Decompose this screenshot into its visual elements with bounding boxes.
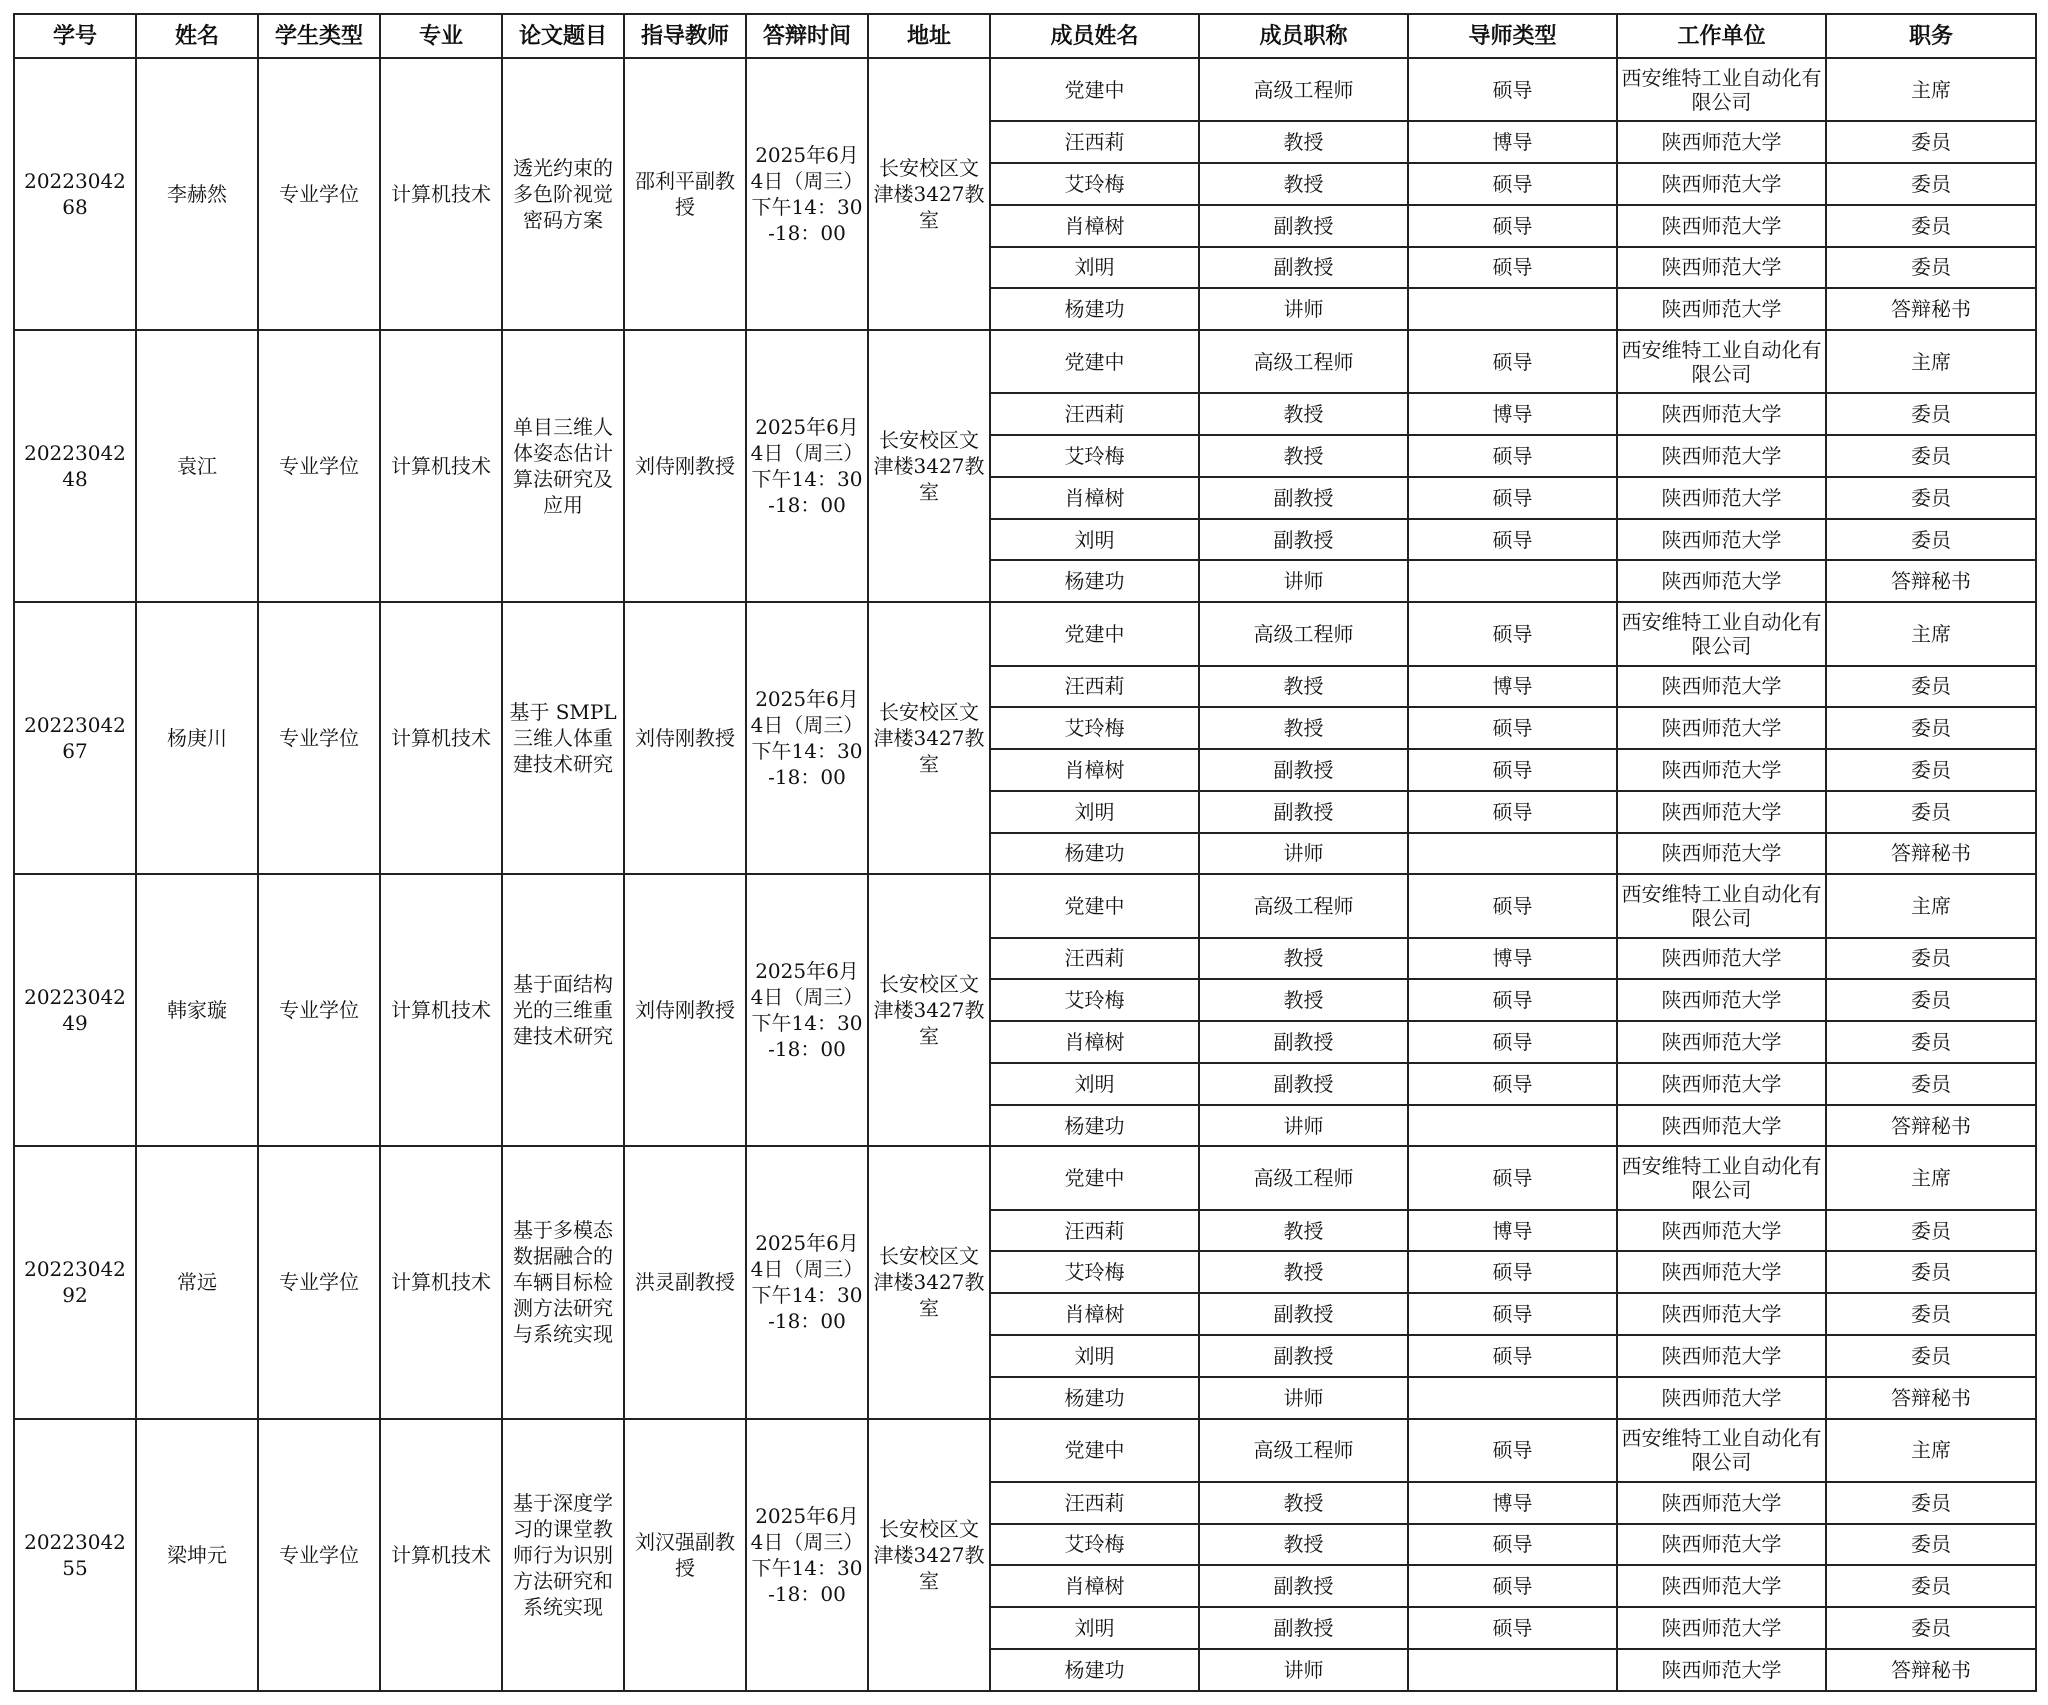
member-name: 杨建功 — [990, 1649, 1199, 1691]
member-role: 答辩秘书 — [1826, 560, 2036, 602]
student-id: 2022304255 — [14, 1419, 136, 1691]
member-title: 副教授 — [1199, 1293, 1408, 1335]
member-name: 艾玲梅 — [990, 163, 1199, 205]
work-unit: 西安维特工业自动化有限公司 — [1617, 874, 1826, 937]
member-title: 教授 — [1199, 979, 1408, 1021]
work-unit: 陕西师范大学 — [1617, 1063, 1826, 1105]
member-title: 教授 — [1199, 121, 1408, 163]
member-role: 委员 — [1826, 938, 2036, 980]
member-role: 委员 — [1826, 519, 2036, 561]
member-role: 主席 — [1826, 602, 2036, 665]
member-name: 汪西莉 — [990, 121, 1199, 163]
student-id: 2022304268 — [14, 58, 136, 330]
defense-time: 2025年6月4日（周三）下午14：30-18：00 — [746, 602, 868, 874]
member-title: 教授 — [1199, 707, 1408, 749]
major: 计算机技术 — [380, 330, 502, 602]
work-unit: 陕西师范大学 — [1617, 979, 1826, 1021]
member-role: 委员 — [1826, 1524, 2036, 1566]
work-unit: 西安维特工业自动化有限公司 — [1617, 602, 1826, 665]
work-unit: 陕西师范大学 — [1617, 833, 1826, 875]
student-type: 专业学位 — [258, 1419, 380, 1691]
work-unit: 陕西师范大学 — [1617, 707, 1826, 749]
member-role: 委员 — [1826, 1293, 2036, 1335]
member-name: 刘明 — [990, 791, 1199, 833]
member-role: 委员 — [1826, 1021, 2036, 1063]
work-unit: 陕西师范大学 — [1617, 1105, 1826, 1147]
work-unit: 陕西师范大学 — [1617, 938, 1826, 980]
member-title: 讲师 — [1199, 288, 1408, 330]
tutor-type: 硕导 — [1408, 1419, 1617, 1482]
member-name: 肖樟树 — [990, 749, 1199, 791]
member-name: 刘明 — [990, 1063, 1199, 1105]
advisor: 刘侍刚教授 — [624, 602, 746, 874]
thesis-title: 基于深度学习的课堂教师行为识别方法研究和系统实现 — [502, 1419, 624, 1691]
student-id: 2022304292 — [14, 1146, 136, 1418]
tutor-type: 硕导 — [1408, 1565, 1617, 1607]
member-name: 党建中 — [990, 330, 1199, 393]
header-tutor-type: 导师类型 — [1408, 14, 1617, 58]
member-role: 委员 — [1826, 1607, 2036, 1649]
tutor-type — [1408, 1649, 1617, 1691]
tutor-type: 硕导 — [1408, 163, 1617, 205]
member-role: 委员 — [1826, 121, 2036, 163]
member-name: 艾玲梅 — [990, 435, 1199, 477]
member-name: 汪西莉 — [990, 938, 1199, 980]
member-role: 答辩秘书 — [1826, 1377, 2036, 1419]
member-name: 汪西莉 — [990, 1482, 1199, 1524]
student-type: 专业学位 — [258, 1146, 380, 1418]
tutor-type: 硕导 — [1408, 247, 1617, 289]
thesis-title: 基于 SMPL 三维人体重建技术研究 — [502, 602, 624, 874]
member-name: 艾玲梅 — [990, 979, 1199, 1021]
member-name: 艾玲梅 — [990, 1251, 1199, 1293]
member-title: 讲师 — [1199, 833, 1408, 875]
tutor-type: 硕导 — [1408, 1021, 1617, 1063]
tutor-type: 博导 — [1408, 1210, 1617, 1252]
member-role: 委员 — [1826, 477, 2036, 519]
work-unit: 陕西师范大学 — [1617, 666, 1826, 708]
member-name: 汪西莉 — [990, 666, 1199, 708]
member-title: 讲师 — [1199, 1377, 1408, 1419]
student-id: 2022304249 — [14, 874, 136, 1146]
work-unit: 西安维特工业自动化有限公司 — [1617, 1146, 1826, 1209]
member-title: 教授 — [1199, 393, 1408, 435]
defense-time: 2025年6月4日（周三）下午14：30-18：00 — [746, 1419, 868, 1691]
member-role: 委员 — [1826, 1335, 2036, 1377]
advisor: 刘汉强副教授 — [624, 1419, 746, 1691]
tutor-type: 硕导 — [1408, 330, 1617, 393]
thesis-title: 单目三维人体姿态估计算法研究及应用 — [502, 330, 624, 602]
table-row — [14, 874, 2036, 937]
work-unit: 陕西师范大学 — [1617, 163, 1826, 205]
tutor-type: 硕导 — [1408, 519, 1617, 561]
student-type: 专业学位 — [258, 330, 380, 602]
work-unit: 陕西师范大学 — [1617, 247, 1826, 289]
tutor-type — [1408, 833, 1617, 875]
tutor-type: 博导 — [1408, 666, 1617, 708]
header-role: 职务 — [1826, 14, 2036, 58]
work-unit: 陕西师范大学 — [1617, 1377, 1826, 1419]
member-role: 委员 — [1826, 666, 2036, 708]
member-role: 委员 — [1826, 205, 2036, 247]
member-name: 刘明 — [990, 1607, 1199, 1649]
member-title: 副教授 — [1199, 519, 1408, 561]
work-unit: 陕西师范大学 — [1617, 121, 1826, 163]
major: 计算机技术 — [380, 602, 502, 874]
member-title: 高级工程师 — [1199, 58, 1408, 121]
member-role: 委员 — [1826, 979, 2036, 1021]
tutor-type: 博导 — [1408, 393, 1617, 435]
work-unit: 陕西师范大学 — [1617, 288, 1826, 330]
member-title: 教授 — [1199, 938, 1408, 980]
member-name: 刘明 — [990, 519, 1199, 561]
member-title: 教授 — [1199, 1482, 1408, 1524]
work-unit: 西安维特工业自动化有限公司 — [1617, 58, 1826, 121]
member-role: 委员 — [1826, 749, 2036, 791]
major: 计算机技术 — [380, 1146, 502, 1418]
work-unit: 陕西师范大学 — [1617, 1607, 1826, 1649]
member-title: 讲师 — [1199, 1105, 1408, 1147]
work-unit: 陕西师范大学 — [1617, 435, 1826, 477]
tutor-type: 硕导 — [1408, 1607, 1617, 1649]
advisor: 刘侍刚教授 — [624, 330, 746, 602]
header-address: 地址 — [868, 14, 990, 58]
student-name: 杨庚川 — [136, 602, 258, 874]
work-unit: 陕西师范大学 — [1617, 1293, 1826, 1335]
student-name: 梁坤元 — [136, 1419, 258, 1691]
work-unit: 陕西师范大学 — [1617, 1335, 1826, 1377]
member-name: 艾玲梅 — [990, 707, 1199, 749]
tutor-type: 硕导 — [1408, 435, 1617, 477]
defense-time: 2025年6月4日（周三）下午14：30-18：00 — [746, 1146, 868, 1418]
member-name: 刘明 — [990, 1335, 1199, 1377]
member-role: 委员 — [1826, 1210, 2036, 1252]
member-title: 教授 — [1199, 1524, 1408, 1566]
member-name: 杨建功 — [990, 560, 1199, 602]
work-unit: 陕西师范大学 — [1617, 1482, 1826, 1524]
work-unit: 陕西师范大学 — [1617, 205, 1826, 247]
member-role: 委员 — [1826, 435, 2036, 477]
member-title: 高级工程师 — [1199, 1419, 1408, 1482]
major: 计算机技术 — [380, 874, 502, 1146]
defense-time: 2025年6月4日（周三）下午14：30-18：00 — [746, 330, 868, 602]
work-unit: 陕西师范大学 — [1617, 749, 1826, 791]
work-unit: 陕西师范大学 — [1617, 477, 1826, 519]
thesis-title: 基于多模态数据融合的车辆目标检测方法研究与系统实现 — [502, 1146, 624, 1418]
member-title: 教授 — [1199, 666, 1408, 708]
advisor: 刘侍刚教授 — [624, 874, 746, 1146]
table-row — [14, 1146, 2036, 1209]
member-name: 汪西莉 — [990, 393, 1199, 435]
student-type: 专业学位 — [258, 602, 380, 874]
work-unit: 陕西师范大学 — [1617, 1021, 1826, 1063]
member-role: 委员 — [1826, 1063, 2036, 1105]
member-role: 主席 — [1826, 1419, 2036, 1482]
member-title: 副教授 — [1199, 791, 1408, 833]
member-role: 答辩秘书 — [1826, 1105, 2036, 1147]
member-role: 委员 — [1826, 791, 2036, 833]
major: 计算机技术 — [380, 1419, 502, 1691]
tutor-type: 硕导 — [1408, 1524, 1617, 1566]
tutor-type — [1408, 1377, 1617, 1419]
member-title: 讲师 — [1199, 1649, 1408, 1691]
work-unit: 陕西师范大学 — [1617, 1251, 1826, 1293]
member-title: 讲师 — [1199, 560, 1408, 602]
member-name: 杨建功 — [990, 288, 1199, 330]
header-row — [14, 14, 2036, 58]
member-title: 高级工程师 — [1199, 330, 1408, 393]
member-title: 高级工程师 — [1199, 602, 1408, 665]
work-unit: 陕西师范大学 — [1617, 1565, 1826, 1607]
member-role: 主席 — [1826, 58, 2036, 121]
tutor-type — [1408, 560, 1617, 602]
work-unit: 陕西师范大学 — [1617, 1210, 1826, 1252]
member-name: 党建中 — [990, 1146, 1199, 1209]
member-name: 肖樟树 — [990, 1293, 1199, 1335]
member-name: 党建中 — [990, 1419, 1199, 1482]
student-name: 韩家璇 — [136, 874, 258, 1146]
tutor-type — [1408, 288, 1617, 330]
table-row — [14, 602, 2036, 665]
member-name: 刘明 — [990, 247, 1199, 289]
tutor-type: 硕导 — [1408, 602, 1617, 665]
defense-schedule-table — [13, 13, 2037, 1692]
tutor-type: 博导 — [1408, 121, 1617, 163]
member-title: 教授 — [1199, 163, 1408, 205]
header-defense-time: 答辩时间 — [746, 14, 868, 58]
tutor-type: 硕导 — [1408, 791, 1617, 833]
member-title: 副教授 — [1199, 205, 1408, 247]
header-member-name: 成员姓名 — [990, 14, 1199, 58]
header-thesis: 论文题目 — [502, 14, 624, 58]
address: 长安校区文津楼3427教室 — [868, 1419, 990, 1691]
member-name: 肖樟树 — [990, 205, 1199, 247]
member-role: 答辩秘书 — [1826, 288, 2036, 330]
student-id: 2022304267 — [14, 602, 136, 874]
member-name: 党建中 — [990, 874, 1199, 937]
tutor-type — [1408, 1105, 1617, 1147]
student-name: 袁江 — [136, 330, 258, 602]
address: 长安校区文津楼3427教室 — [868, 874, 990, 1146]
advisor: 洪灵副教授 — [624, 1146, 746, 1418]
member-role: 委员 — [1826, 247, 2036, 289]
member-title: 教授 — [1199, 1210, 1408, 1252]
student-type: 专业学位 — [258, 874, 380, 1146]
tutor-type: 硕导 — [1408, 1335, 1617, 1377]
student-name: 李赫然 — [136, 58, 258, 330]
member-name: 艾玲梅 — [990, 1524, 1199, 1566]
tutor-type: 硕导 — [1408, 1293, 1617, 1335]
tutor-type: 硕导 — [1408, 58, 1617, 121]
member-name: 肖樟树 — [990, 1021, 1199, 1063]
tutor-type: 硕导 — [1408, 477, 1617, 519]
member-title: 副教授 — [1199, 1565, 1408, 1607]
student-id: 2022304248 — [14, 330, 136, 602]
student-name: 常远 — [136, 1146, 258, 1418]
member-title: 副教授 — [1199, 247, 1408, 289]
member-role: 委员 — [1826, 707, 2036, 749]
thesis-title: 基于面结构光的三维重建技术研究 — [502, 874, 624, 1146]
defense-time: 2025年6月4日（周三）下午14：30-18：00 — [746, 874, 868, 1146]
tutor-type: 博导 — [1408, 1482, 1617, 1524]
header-work-unit: 工作单位 — [1617, 14, 1826, 58]
member-title: 副教授 — [1199, 1335, 1408, 1377]
thesis-title: 透光约束的多色阶视觉密码方案 — [502, 58, 624, 330]
address: 长安校区文津楼3427教室 — [868, 602, 990, 874]
member-name: 肖樟树 — [990, 1565, 1199, 1607]
tutor-type: 硕导 — [1408, 707, 1617, 749]
work-unit: 陕西师范大学 — [1617, 393, 1826, 435]
member-name: 杨建功 — [990, 1105, 1199, 1147]
address: 长安校区文津楼3427教室 — [868, 58, 990, 330]
member-role: 答辩秘书 — [1826, 1649, 2036, 1691]
tutor-type: 硕导 — [1408, 874, 1617, 937]
member-role: 委员 — [1826, 1482, 2036, 1524]
address: 长安校区文津楼3427教室 — [868, 330, 990, 602]
work-unit: 西安维特工业自动化有限公司 — [1617, 1419, 1826, 1482]
member-role: 委员 — [1826, 163, 2036, 205]
student-type: 专业学位 — [258, 58, 380, 330]
header-name: 姓名 — [136, 14, 258, 58]
member-role: 主席 — [1826, 330, 2036, 393]
member-title: 副教授 — [1199, 1063, 1408, 1105]
work-unit: 陕西师范大学 — [1617, 560, 1826, 602]
defense-time: 2025年6月4日（周三）下午14：30-18：00 — [746, 58, 868, 330]
work-unit: 陕西师范大学 — [1617, 519, 1826, 561]
header-advisor: 指导教师 — [624, 14, 746, 58]
member-name: 杨建功 — [990, 833, 1199, 875]
member-name: 党建中 — [990, 58, 1199, 121]
member-name: 党建中 — [990, 602, 1199, 665]
work-unit: 西安维特工业自动化有限公司 — [1617, 330, 1826, 393]
tutor-type: 博导 — [1408, 938, 1617, 980]
address: 长安校区文津楼3427教室 — [868, 1146, 990, 1418]
member-role: 主席 — [1826, 1146, 2036, 1209]
table-row — [14, 1419, 2036, 1482]
member-role: 主席 — [1826, 874, 2036, 937]
header-major: 专业 — [380, 14, 502, 58]
member-title: 副教授 — [1199, 1021, 1408, 1063]
member-role: 委员 — [1826, 1251, 2036, 1293]
header-student-type: 学生类型 — [258, 14, 380, 58]
member-title: 教授 — [1199, 435, 1408, 477]
member-role: 委员 — [1826, 393, 2036, 435]
member-title: 高级工程师 — [1199, 1146, 1408, 1209]
tutor-type: 硕导 — [1408, 749, 1617, 791]
tutor-type: 硕导 — [1408, 1063, 1617, 1105]
table-row — [14, 58, 2036, 121]
tutor-type: 硕导 — [1408, 205, 1617, 247]
member-role: 答辩秘书 — [1826, 833, 2036, 875]
work-unit: 陕西师范大学 — [1617, 791, 1826, 833]
member-title: 高级工程师 — [1199, 874, 1408, 937]
tutor-type: 硕导 — [1408, 1146, 1617, 1209]
member-title: 教授 — [1199, 1251, 1408, 1293]
major: 计算机技术 — [380, 58, 502, 330]
header-student-id: 学号 — [14, 14, 136, 58]
tutor-type: 硕导 — [1408, 1251, 1617, 1293]
member-title: 副教授 — [1199, 749, 1408, 791]
table-row — [14, 330, 2036, 393]
member-name: 肖樟树 — [990, 477, 1199, 519]
header-member-title: 成员职称 — [1199, 14, 1408, 58]
work-unit: 陕西师范大学 — [1617, 1649, 1826, 1691]
member-title: 副教授 — [1199, 477, 1408, 519]
work-unit: 陕西师范大学 — [1617, 1524, 1826, 1566]
member-title: 副教授 — [1199, 1607, 1408, 1649]
advisor: 邵利平副教授 — [624, 58, 746, 330]
tutor-type: 硕导 — [1408, 979, 1617, 1021]
member-role: 委员 — [1826, 1565, 2036, 1607]
member-name: 杨建功 — [990, 1377, 1199, 1419]
member-name: 汪西莉 — [990, 1210, 1199, 1252]
